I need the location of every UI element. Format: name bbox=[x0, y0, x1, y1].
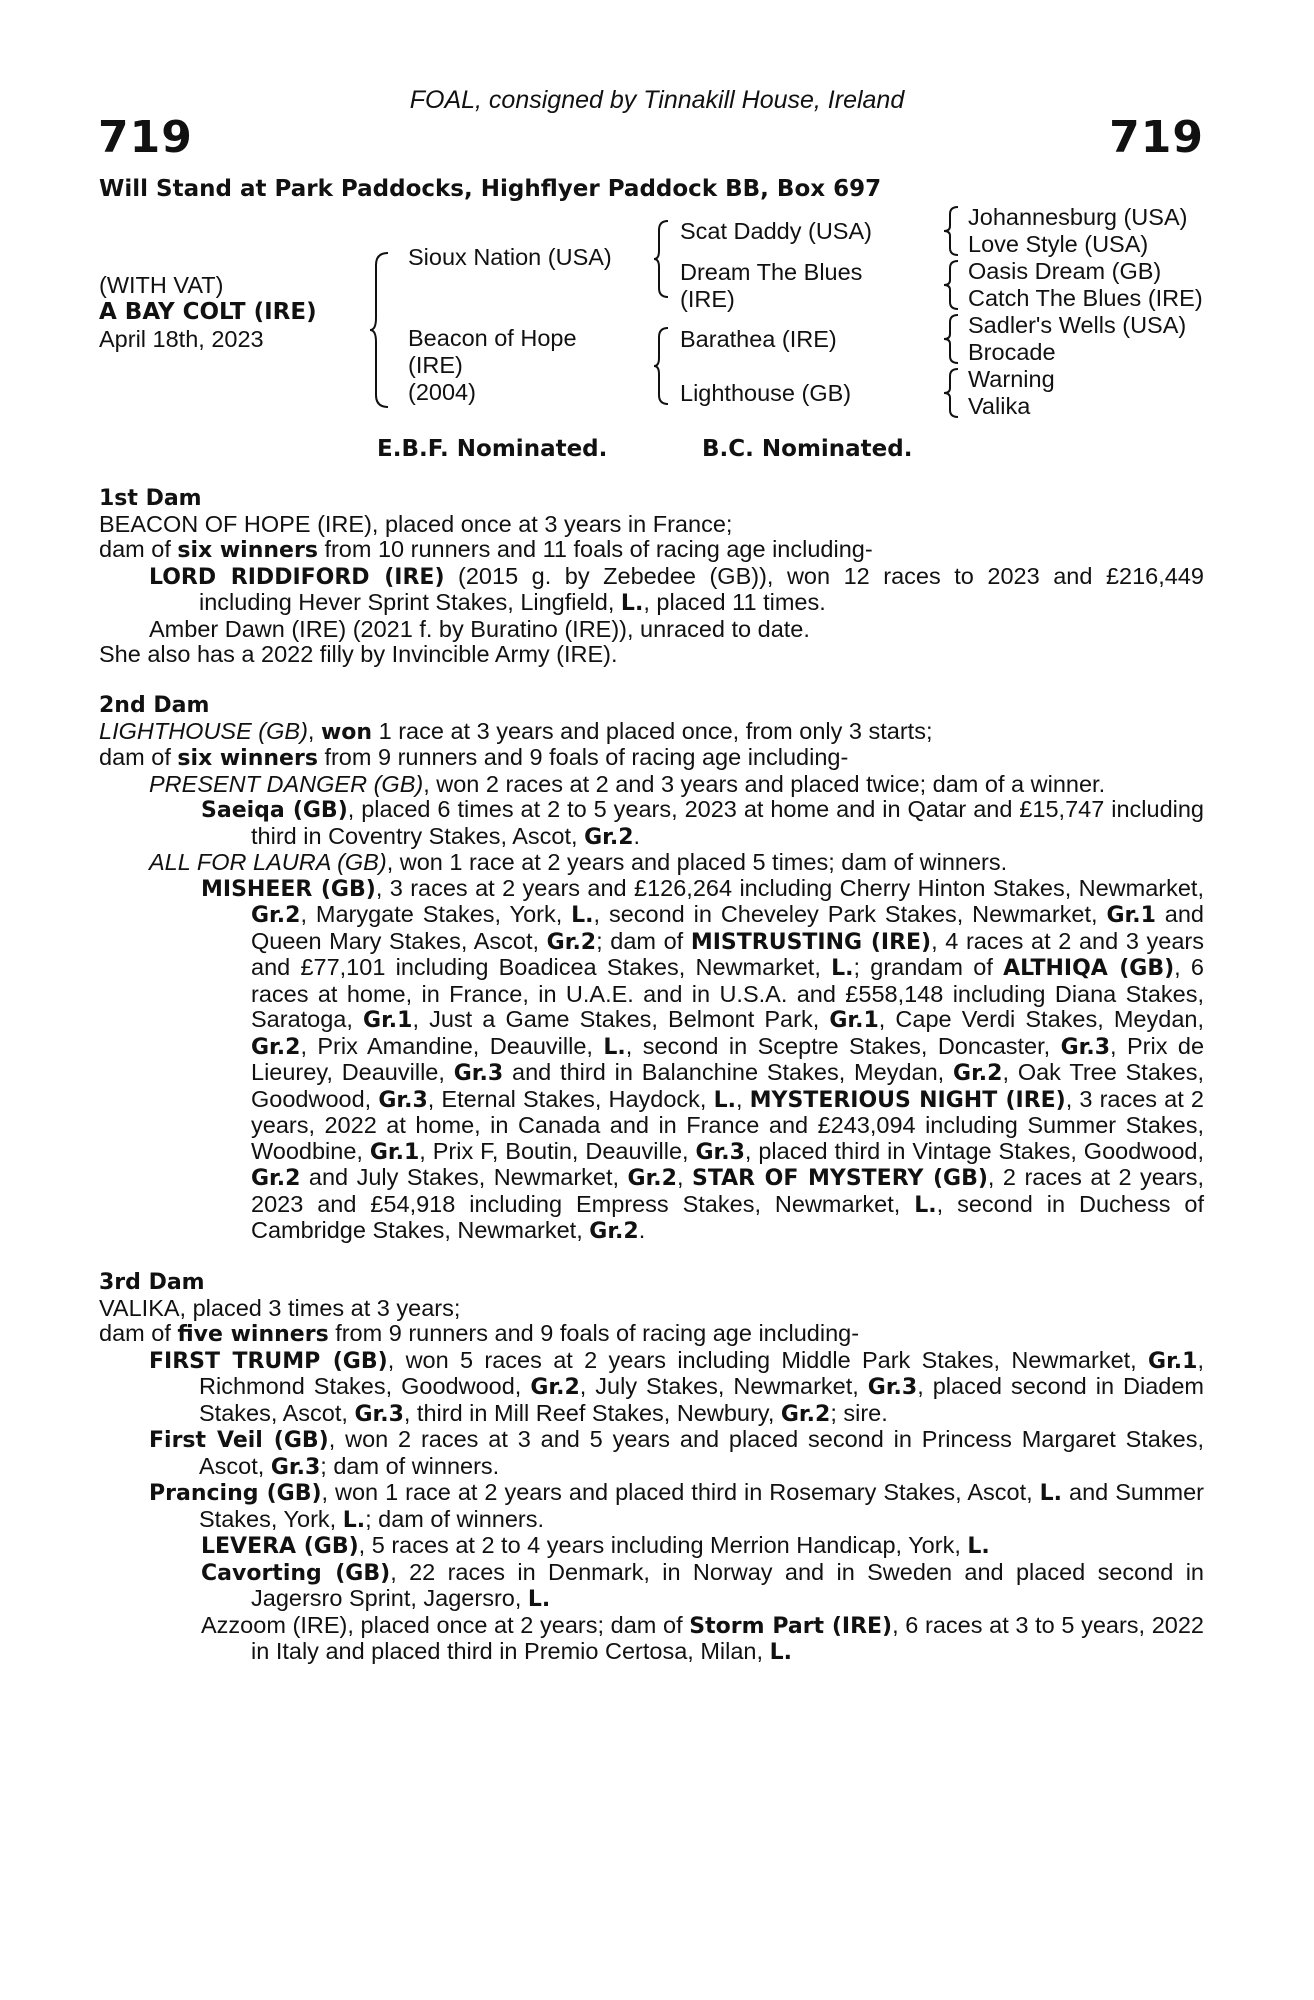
runner-azzoom: Azzoom (IRE), placed once at 2 years; dam of Storm Part (IRE), 6 races at 3 to 5 years, 2022 in Italy and placed third in Premio Certosa, Milan, L. bbox=[201, 1611, 1205, 1665]
grandsire-1: Johannesburg (USA) bbox=[968, 204, 1188, 230]
first-dam-note: She also has a 2022 filly by Invincible Army (IRE). bbox=[99, 641, 618, 667]
sire: Sioux Nation (USA) bbox=[408, 244, 612, 270]
runner-lord-riddiford: LORD RIDDIFORD (IRE) (2015 g. by Zebedee (GB)), won 12 races to 2023 and £216,449 including Hever Sprint Stakes, Lingfield, L., placed 11 times. bbox=[149, 562, 1204, 616]
dam-dam: Lighthouse (GB) bbox=[680, 380, 852, 406]
third-dam-produce: dam of five winners from 9 runners and 9 foals of racing age including- bbox=[99, 1320, 860, 1347]
runner-first-veil: First Veil (GB), won 2 races at 3 and 5 years and placed second in Princess Margaret Stakes, Ascot, Gr.3; dam of winners. bbox=[149, 1426, 1204, 1480]
pedigree-brace-main bbox=[368, 250, 392, 410]
pedigree-brace-g3 bbox=[942, 312, 962, 366]
grandsire-8: Valika bbox=[968, 393, 1031, 419]
grandsire-7: Warning bbox=[968, 366, 1055, 392]
grandsire-2: Love Style (USA) bbox=[968, 231, 1149, 257]
stand-location: Will Stand at Park Paddocks, Highflyer Paddock BB, Box 697 bbox=[99, 176, 882, 202]
runner-all-for-laura: ALL FOR LAURA (GB), won 1 race at 2 years and placed 5 times; dam of winners. bbox=[149, 849, 1008, 875]
pedigree-brace-g1 bbox=[942, 204, 962, 258]
runner-saeiqa: Saeiqa (GB), placed 6 times at 2 to 5 years, 2023 at home and in Qatar and £15,747 including third in Coventry Stakes, Ascot, Gr.2. bbox=[201, 796, 1205, 850]
grandsire-4: Catch The Blues (IRE) bbox=[968, 285, 1203, 311]
dam-line1: Beacon of Hope bbox=[408, 325, 577, 351]
lot-number-right: 719 bbox=[1109, 112, 1204, 163]
lot-number-left: 719 bbox=[98, 112, 193, 163]
vat-note: (WITH VAT) bbox=[99, 272, 224, 298]
dam-sire: Barathea (IRE) bbox=[680, 326, 837, 352]
grandsire-3: Oasis Dream (GB) bbox=[968, 258, 1162, 284]
dam-line2: (IRE) bbox=[408, 352, 463, 378]
bc-nomination: B.C. Nominated. bbox=[702, 436, 913, 462]
runner-amber-dawn: Amber Dawn (IRE) (2021 f. by Buratino (IRE)), unraced to date. bbox=[149, 615, 810, 642]
foaling-date: April 18th, 2023 bbox=[99, 326, 264, 352]
runner-first-trump: FIRST TRUMP (GB), won 5 races at 2 years including Middle Park Stakes, Newmarket, Gr.1, Richmond Stakes, Goodwood, Gr.2, July Stakes, Newmarket, Gr.3, placed second in Diadem Stakes, Ascot, Gr.3, third in Mill Reef Stakes, Newbury, Gr.2; sire. bbox=[149, 1346, 1204, 1427]
dam-line3: (2004) bbox=[408, 379, 476, 405]
pedigree-brace-sire bbox=[652, 218, 672, 300]
runner-cavorting: Cavorting (GB), 22 races in Denmark, in Norway and in Sweden and placed second in Jagersro Sprint, Jagersro, L. bbox=[201, 1558, 1204, 1612]
second-dam-heading: 2nd Dam bbox=[99, 693, 210, 718]
runner-present-danger: PRESENT DANGER (GB), won 2 races at 2 and 3 years and placed twice; dam of a winner. bbox=[149, 770, 1106, 797]
third-dam-heading: 3rd Dam bbox=[99, 1270, 205, 1295]
runner-misheer: MISHEER (GB), 3 races at 2 years and £126,264 including Cherry Hinton Stakes, Newmarket, Gr.2, Marygate Stakes, York, L., second in Cheveley Park Stakes, Newmarket, Gr.1 and Queen Mary Stakes, Ascot, Gr.2; dam of MISTRUSTING (IRE), 4 races at 2 and 3 years and £77,101 including Boadicea Stakes, Newmarket, L.; grandam of ALTHIQA (GB), 6 races at home, in France, in U.A.E. and in U.S.A. and £558,148 including Diana Stakes, Saratoga, Gr.1, Just a Game Stakes, Belmont Park, Gr.1, Cape Verdi Stakes, Meydan, Gr.2, Prix Amandine, Deauville, L., second in Sceptre Stakes, Doncaster, Gr.3, Prix de Lieurey, Deauville, Gr.3 and third in Balanchine Stakes, Meydan, Gr.2, Oak Tree Stakes, Goodwood, Gr.3, Eternal Stakes, Haydock, L., MYSTERIOUS NIGHT (IRE), 3 races at 2 years, 2022 at home, in Canada and in France and £243,094 including Summer Stakes, Woodbine, Gr.1, Prix F, Boutin, Deauville, Gr.3, placed third in Vintage Stakes, Goodwood, Gr.2 and July Stakes, Newmarket, Gr.2, STAR OF MYSTERY (GB), 2 races at 2 years, 2023 and £54,918 including Empress Stakes, Newmarket, L., second in Duchess of Cambridge Stakes, Newmarket, Gr.2. bbox=[201, 874, 1205, 1244]
pedigree-brace-dam bbox=[652, 325, 672, 407]
runner-prancing: Prancing (GB), won 1 race at 2 years and placed third in Rosemary Stakes, Ascot, L. and Summer Stakes, York, L.; dam of winners. bbox=[149, 1479, 1204, 1533]
second-dam-produce: dam of six winners from 9 runners and 9 foals of racing age including- bbox=[99, 744, 849, 771]
ebf-nomination: E.B.F. Nominated. bbox=[377, 436, 608, 462]
grandsire-6: Brocade bbox=[968, 339, 1056, 365]
first-dam-produce: dam of six winners from 10 runners and 11 foals of racing age including- bbox=[99, 536, 873, 563]
sire-dam-line1: Dream The Blues bbox=[680, 259, 863, 285]
pedigree-brace-g4 bbox=[942, 366, 962, 420]
third-dam-summary: VALIKA, placed 3 times at 3 years; bbox=[99, 1294, 461, 1321]
sire-sire: Scat Daddy (USA) bbox=[680, 218, 872, 244]
horse-name: A BAY COLT (IRE) bbox=[99, 299, 317, 325]
produce-record bbox=[99, 486, 1204, 1666]
pedigree-brace-g2 bbox=[942, 258, 962, 312]
consignment-line: FOAL, consigned by Tinnakill House, Ireland bbox=[409, 86, 905, 114]
grandsire-5: Sadler's Wells (USA) bbox=[968, 312, 1187, 338]
sire-dam-line2: (IRE) bbox=[680, 286, 735, 312]
first-dam-summary: BEACON OF HOPE (IRE), placed once at 3 years in France; bbox=[99, 510, 733, 537]
first-dam-heading: 1st Dam bbox=[99, 486, 202, 511]
runner-levera: LEVERA (GB), 5 races at 2 to 4 years including Merrion Handicap, York, L. bbox=[201, 1532, 990, 1559]
second-dam-summary: LIGHTHOUSE (GB), won 1 race at 3 years and placed once, from only 3 starts; bbox=[99, 717, 933, 745]
